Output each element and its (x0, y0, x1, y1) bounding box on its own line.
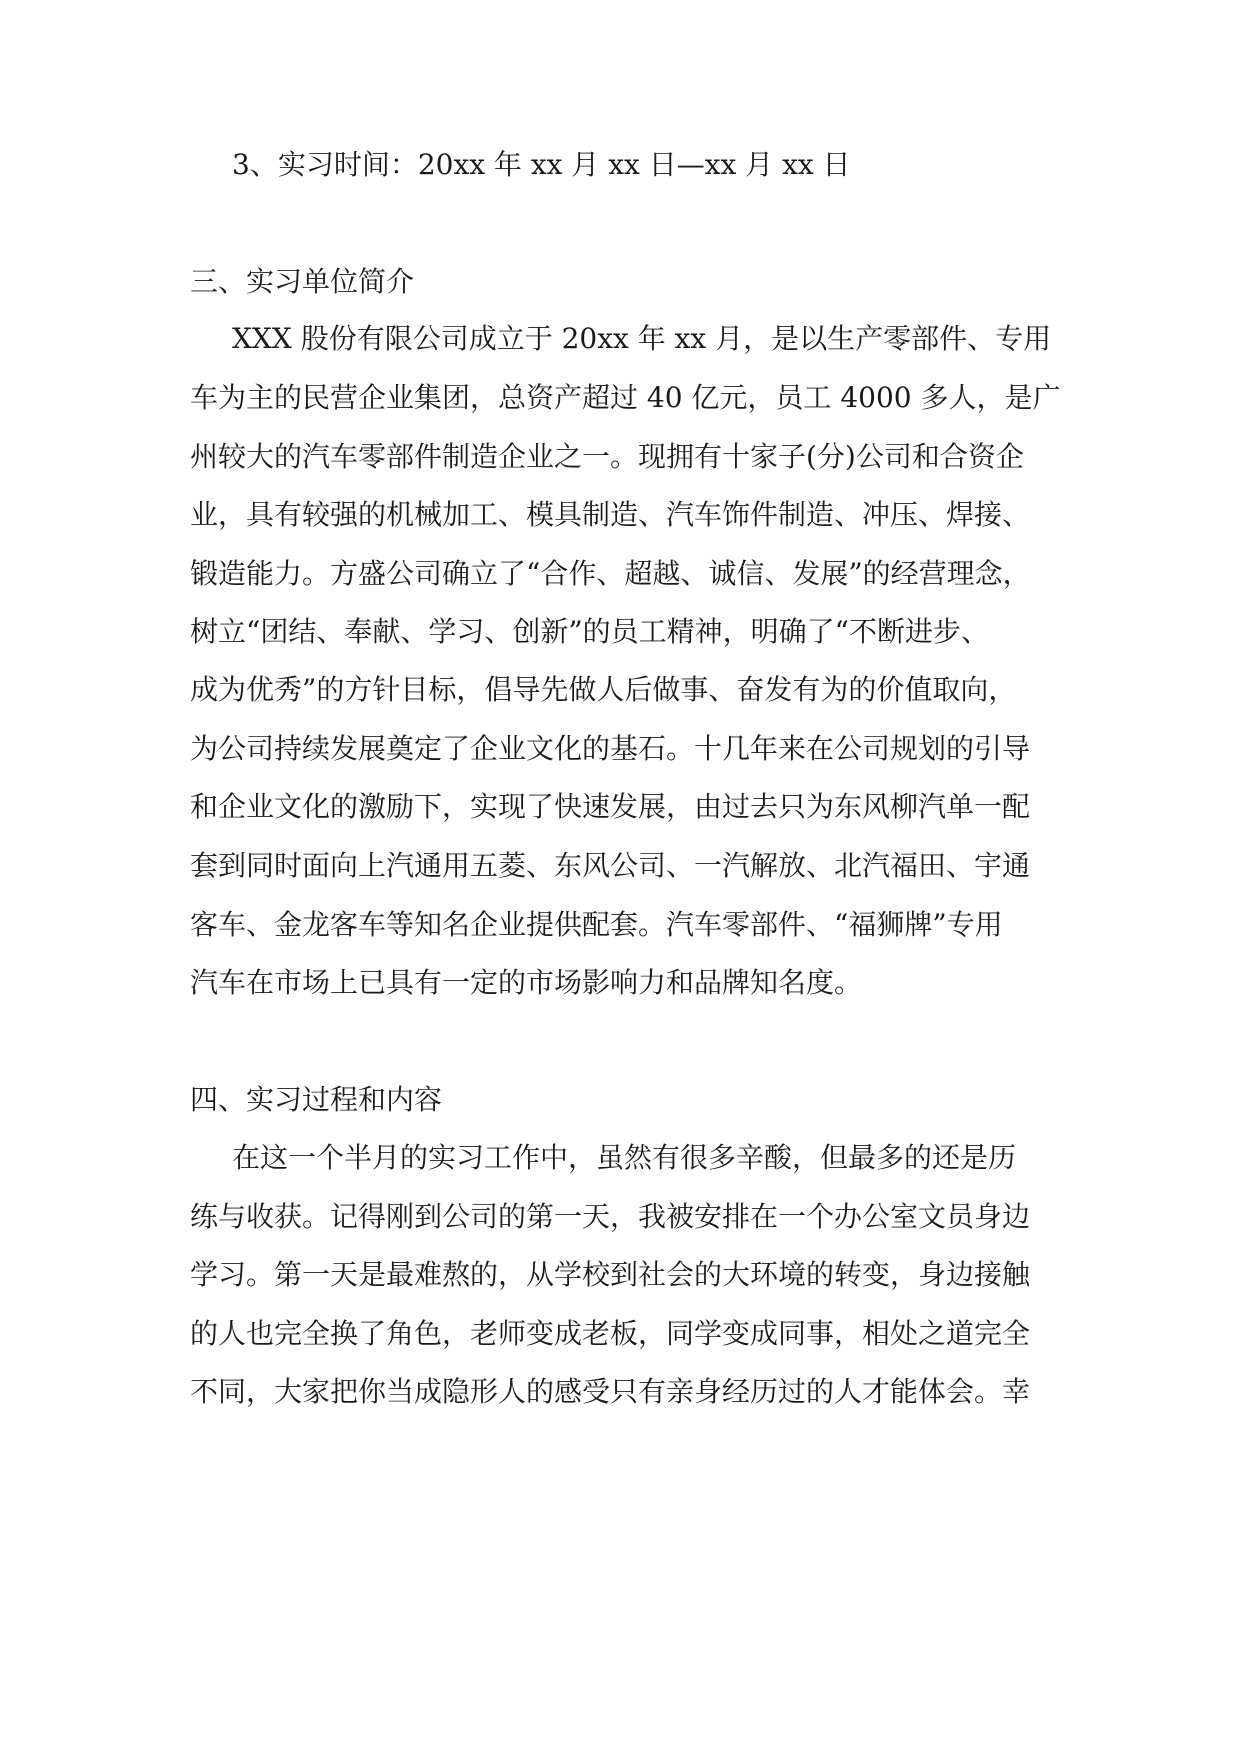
paragraph-line: 不同，大家把你当成隐形人的感受只有亲身经历过的人才能体会。幸 (190, 1375, 1031, 1408)
paragraph-line: 业，具有较强的机械加工、模具制造、汽车饰件制造、冲压、焊接、 (190, 498, 1031, 531)
section-heading-company-intro: 三、实习单位简介 (190, 265, 415, 298)
paragraph-line: 学习。第一天是最难熬的，从学校到社会的大环境的转变，身边接触 (190, 1258, 1031, 1291)
paragraph-line: 汽车在市场上已具有一定的市场影响力和品牌知名度。 (190, 966, 863, 999)
paragraph-line: 练与收获。记得刚到公司的第一天，我被安排在一个办公室文员身边 (190, 1200, 1031, 1233)
paragraph-line: 成为优秀”的方针目标，倡导先做人后做事、奋发有为的价值取向， (190, 673, 1017, 706)
paragraph-line: 的人也完全换了角色，老师变成老板，同学变成同事，相处之道完全 (190, 1317, 1031, 1350)
paragraph-line: 和企业文化的激励下，实现了快速发展，由过去只为东风柳汽单一配 (190, 790, 1031, 823)
paragraph-line: 为公司持续发展奠定了企业文化的基石。十几年来在公司规划的引导 (190, 732, 1031, 765)
section-heading-process-content: 四、实习过程和内容 (190, 1083, 443, 1116)
paragraph-line: 锻造能力。方盛公司确立了“合作、超越、诚信、发展”的经营理念， (190, 557, 1031, 590)
paragraph-line: 在这一个半月的实习工作中，虽然有很多辛酸，但最多的还是历 (232, 1141, 1017, 1174)
paragraph-line: 客车、金龙客车等知名企业提供配套。汽车零部件、“福狮牌”专用 (190, 908, 1003, 941)
item-internship-time: 3、实习时间：20xx 年 xx 月 xx 日—xx 月 xx 日 (232, 148, 851, 181)
paragraph-line: 车为主的民营企业集团，总资产超过 40 亿元，员工 4000 多人，是广 (190, 381, 1061, 414)
paragraph-line: 套到同时面向上汽通用五菱、东风公司、一汽解放、北汽福田、宇通 (190, 849, 1031, 882)
paragraph-line: XXX 股份有限公司成立于 20xx 年 xx 月，是以生产零部件、专用 (232, 322, 1052, 355)
paragraph-line: 州较大的汽车零部件制造企业之一。现拥有十家子(分)公司和合资企 (190, 440, 1024, 473)
paragraph-line: 树立“团结、奉献、学习、创新”的员工精神，明确了“不断进步、 (190, 615, 989, 648)
